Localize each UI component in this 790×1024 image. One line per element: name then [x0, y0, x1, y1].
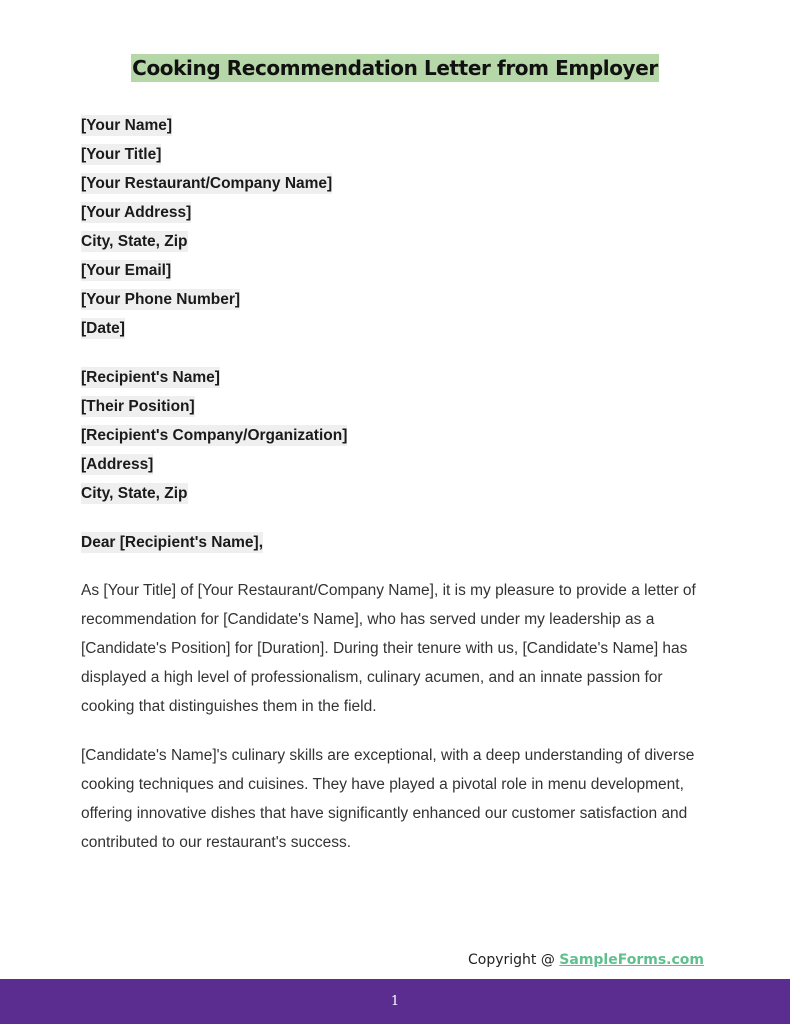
page-number: 1: [390, 994, 400, 1009]
sender-city-state-zip: City, State, Zip: [81, 233, 188, 250]
salutation-block: [81, 528, 263, 557]
title-wrapper: [0, 54, 790, 82]
footer-bar: [0, 979, 790, 1024]
sender-address: [Your Address]: [81, 204, 192, 221]
copyright-prefix: Copyright @: [467, 952, 560, 968]
recipient-city-state-zip: City, State, Zip: [81, 485, 188, 502]
sender-title: [Your Title]: [81, 146, 162, 163]
document-title: Cooking Recommendation Letter from Employer: [132, 56, 658, 80]
recipient-position: [Their Position]: [81, 398, 195, 415]
recipient-address: [Address]: [81, 456, 154, 473]
recipient-name: [Recipient's Name]: [81, 369, 220, 386]
sampleforms-link[interactable]: SampleForms.com: [559, 952, 704, 968]
sender-email: [Your Email]: [81, 262, 172, 279]
recipient-block: [81, 363, 347, 508]
body-paragraph-2: [Candidate's Name]'s culinary skills are exceptional, with a deep understanding of diverse cooking techniques and cuisines. They have played a pivotal role in menu development, offering innovative dishes that have significantly enhanced our customer satisfaction and contributed to our restaurant's success.: [81, 747, 695, 851]
salutation: Dear [Recipient's Name],: [81, 534, 263, 551]
sender-phone: [Your Phone Number]: [81, 291, 241, 308]
letter-date: [Date]: [81, 320, 125, 337]
sender-company: [Your Restaurant/Company Name]: [81, 175, 333, 192]
copyright-notice: [468, 952, 704, 968]
body-paragraph-1: As [Your Title] of [Your Restaurant/Company Name], it is my pleasure to provide a letter of recommendation for [Candidate's Name], who has served under my leadership as a [Candidate's Position] for [Duration]. During their tenure with us, [Candidate's Name] has displayed a high level of professionalism, culinary acumen, and an innate passion for cooking that distinguishes them in the field.: [81, 582, 696, 715]
recipient-company: [Recipient's Company/Organization]: [81, 427, 348, 444]
sender-name: [Your Name]: [81, 117, 173, 134]
sender-block: [81, 111, 332, 343]
